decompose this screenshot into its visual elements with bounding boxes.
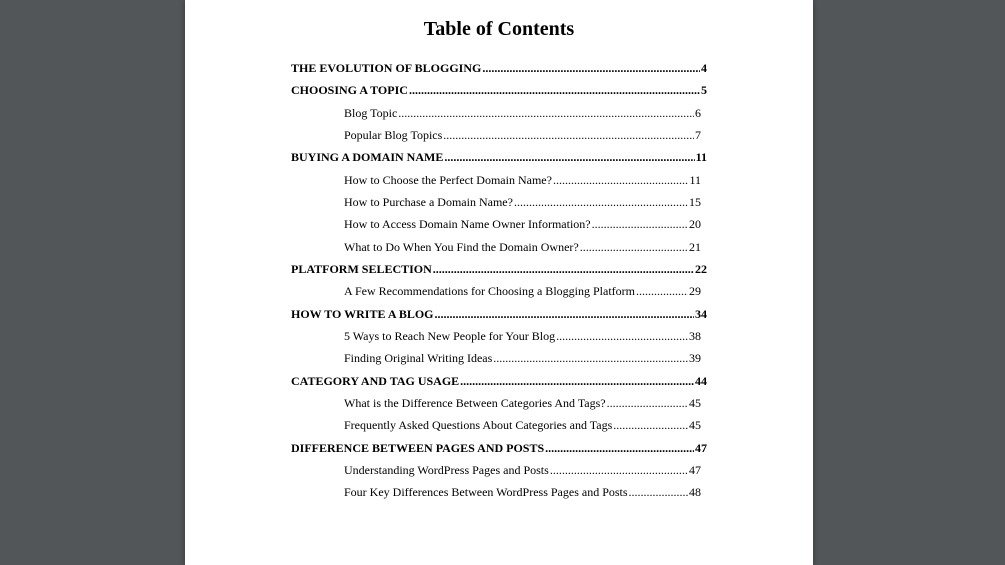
toc-dot-leader <box>444 146 694 168</box>
toc-section-entry[interactable] <box>291 213 707 235</box>
toc-dot-leader <box>592 213 688 235</box>
toc-page-number: 47 <box>689 462 701 477</box>
toc-chapter-entry[interactable] <box>291 146 707 168</box>
toc-entry-label: Understanding WordPress Pages and Posts <box>344 462 549 477</box>
toc-page-number: 11 <box>689 172 701 187</box>
toc-page-number: 45 <box>689 418 701 433</box>
toc-page-number: 7 <box>695 127 701 142</box>
toc-dot-leader <box>435 303 695 325</box>
toc-entry-label: How to Choose the Perfect Domain Name? <box>344 172 552 187</box>
toc-entry-label: THE EVOLUTION OF BLOGGING <box>291 61 482 75</box>
toc-page-number: 5 <box>701 83 707 98</box>
toc-page-number: 45 <box>689 395 701 410</box>
toc-page-number: 39 <box>689 351 701 366</box>
toc-page-number: 47 <box>695 440 707 455</box>
toc-chapter-entry[interactable] <box>291 79 707 101</box>
toc-entry-label: Blog Topic <box>344 105 398 120</box>
toc-chapter-entry[interactable] <box>291 370 707 392</box>
toc-dot-leader <box>493 347 688 369</box>
toc-page-number: 11 <box>695 150 707 165</box>
toc-entry-label: How to Purchase a Domain Name? <box>344 194 513 209</box>
toc-section-entry[interactable] <box>291 392 707 414</box>
toc-dot-leader <box>607 392 688 414</box>
toc-dot-leader <box>613 414 688 436</box>
toc-page-number: 4 <box>701 61 707 75</box>
toc-entry-label: CHOOSING A TOPIC <box>291 83 408 98</box>
toc-dot-leader <box>443 124 694 146</box>
toc-entry-label: A Few Recommendations for Choosing a Blogging Platform <box>344 284 635 299</box>
toc-section-entry[interactable] <box>291 124 707 146</box>
toc-page-number: 29 <box>689 284 701 299</box>
toc-section-entry[interactable] <box>291 191 707 213</box>
toc-page-number: 48 <box>689 485 701 500</box>
toc-entry-label: Finding Original Writing Ideas <box>344 351 493 366</box>
toc-dot-leader <box>433 258 694 280</box>
toc-section-entry[interactable] <box>291 325 707 347</box>
toc-entry-label: What is the Difference Between Categories And Tags? <box>344 395 606 410</box>
toc-title: Table of Contents <box>423 18 575 40</box>
toc-entry-label: HOW TO WRITE A BLOG <box>291 306 434 321</box>
toc-section-entry[interactable] <box>291 481 707 503</box>
toc-entry-label: PLATFORM SELECTION <box>291 261 432 276</box>
toc-chapter-entry[interactable] <box>291 437 707 459</box>
toc-page-number: 15 <box>689 194 701 209</box>
toc-page-number: 22 <box>695 261 707 276</box>
toc-entry-label: Popular Blog Topics <box>344 127 443 142</box>
toc-section-entry[interactable] <box>291 280 707 302</box>
toc-entry-label: 5 Ways to Reach New People for Your Blog <box>344 328 556 343</box>
toc-page-number: 20 <box>689 217 701 232</box>
toc-section-entry[interactable] <box>291 169 707 191</box>
toc-section-entry[interactable] <box>291 459 707 481</box>
toc-section-entry[interactable] <box>291 102 707 124</box>
toc-page-number: 38 <box>689 328 701 343</box>
toc-dot-leader <box>550 459 688 481</box>
document-page <box>185 0 813 565</box>
toc-section-entry[interactable] <box>291 414 707 436</box>
toc-dot-leader <box>482 57 700 79</box>
toc-dot-leader <box>545 437 694 459</box>
toc-entry-label: Four Key Differences Between WordPress Pages and Posts <box>344 485 628 500</box>
toc-entry-label: Frequently Asked Questions About Categories and Tags <box>344 418 613 433</box>
toc-page-number: 6 <box>695 105 701 120</box>
toc-dot-leader <box>398 102 694 124</box>
toc-entry-label: How to Access Domain Name Owner Information? <box>344 217 591 232</box>
toc-chapter-entry[interactable] <box>291 258 707 280</box>
toc-section-entry[interactable] <box>291 236 707 258</box>
toc-page-number: 44 <box>695 373 707 388</box>
toc-page-number: 21 <box>689 239 701 254</box>
toc-dot-leader <box>553 169 688 191</box>
toc-entry-label: BUYING A DOMAIN NAME <box>291 150 444 165</box>
toc-section-entry[interactable] <box>291 347 707 369</box>
toc-entry-label: CATEGORY AND TAG USAGE <box>291 373 460 388</box>
toc-chapter-entry[interactable] <box>291 303 707 325</box>
toc-dot-leader <box>460 370 694 392</box>
toc-entry-label: DIFFERENCE BETWEEN PAGES AND POSTS <box>291 440 545 455</box>
toc-dot-leader <box>629 481 688 503</box>
toc-dot-leader <box>636 280 688 302</box>
toc-list <box>291 57 707 504</box>
toc-dot-leader <box>409 79 700 101</box>
toc-dot-leader <box>580 236 688 258</box>
toc-chapter-entry[interactable] <box>291 57 707 79</box>
toc-dot-leader <box>514 191 688 213</box>
toc-dot-leader <box>556 325 688 347</box>
toc-entry-label: What to Do When You Find the Domain Owner? <box>344 239 579 254</box>
toc-page-number: 34 <box>695 306 707 321</box>
